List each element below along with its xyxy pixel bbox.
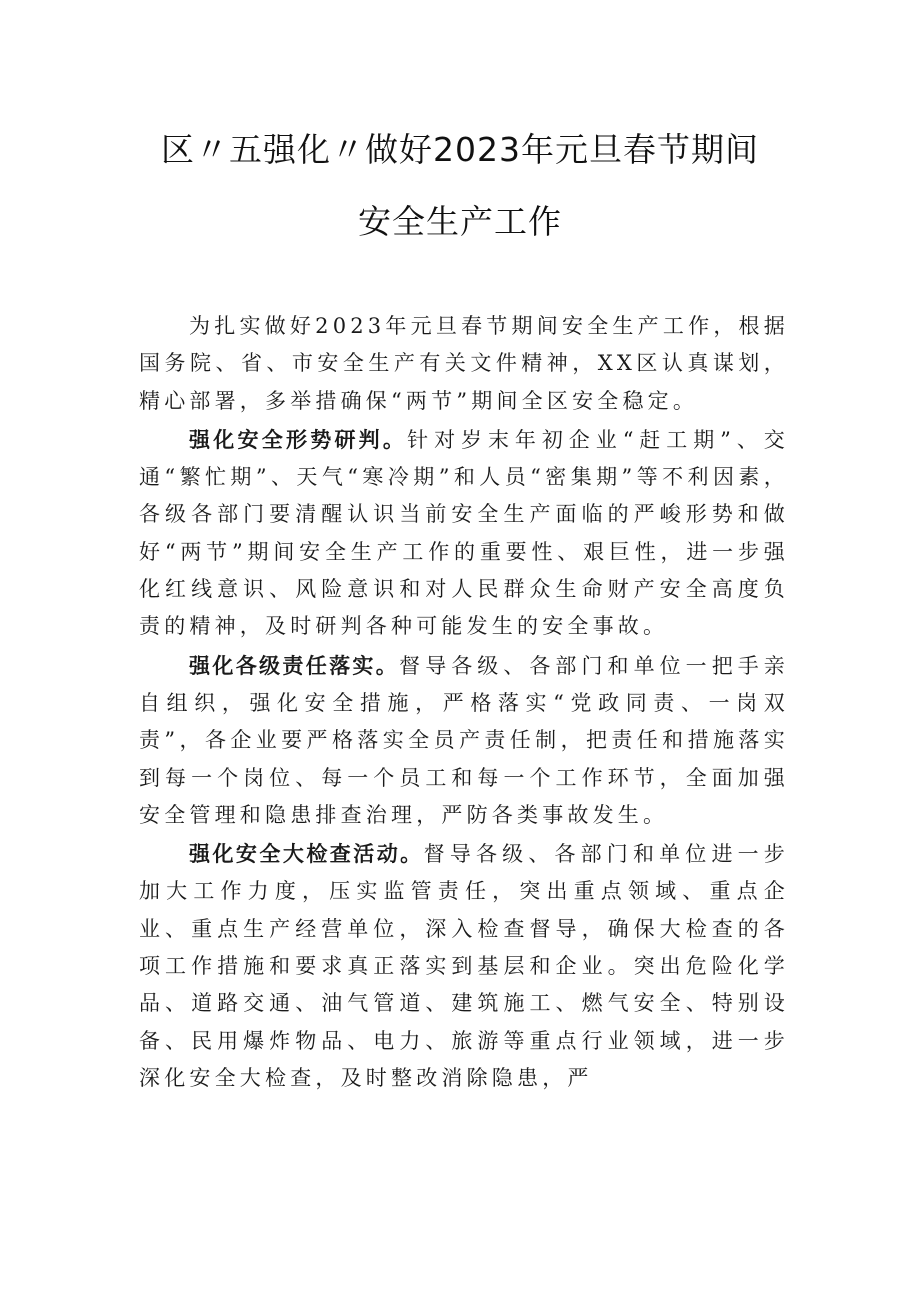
paragraph-text: 为扎实做好2023年元旦春节期间安全生产工作，根据国务院、省、市安全生产有关文件精神，XX区认真谋划，精心部署，多举措确保“两节”期间全区安全稳定。 bbox=[139, 314, 789, 413]
paragraph-text: 督导各级、各部门和单位一把手亲自组织，强化安全措施，严格落实“党政同责、一岗双责”，各企业要严格落实全员产责任制，把责任和措施落实到每一个岗位、每一个员工和每一个工作环节，全面加强安全管理和隐患排查治理，严防各类事故发生。 bbox=[139, 653, 790, 827]
paragraph-inspection bbox=[139, 836, 789, 1097]
paragraph-heading: 强化各级责任落实。 bbox=[189, 653, 400, 678]
document-title-line-2: 安全生产工作 bbox=[358, 202, 562, 241]
paragraph-heading: 强化安全大检查活动。 bbox=[189, 842, 424, 867]
document-title-line-1: 区〃五强化〃做好2023年元旦春节期间 bbox=[161, 130, 759, 169]
document-body bbox=[139, 308, 789, 1099]
paragraph-situation-analysis bbox=[139, 422, 789, 646]
paragraph-text: 针对岁末年初企业“赶工期”、交通“繁忙期”、天气“寒冷期”和人员“密集期”等不利因素，各级各部门要清醒认识当前安全生产面临的严峻形势和做好“两节”期间安全生产工作的重要性、艰巨性，进一步强化红线意识、风险意识和对人民群众生命财产安全高度负责的精神，及时研判各种可能发生的安全事故。 bbox=[139, 427, 789, 639]
paragraph-intro bbox=[139, 308, 789, 420]
paragraph-text: 督导各级、各部门和单位进一步加大工作力度，压实监管责任，突出重点领域、重点企业、重点生产经营单位，深入检查督导，确保大检查的各项工作措施和要求真正落实到基层和企业。突出危险化学品、道路交通、油气管道、建筑施工、燃气安全、特别设备、民用爆炸物品、电力、旅游等重点行业领域，进一步深化安全大检查，及时整改消除隐患，严 bbox=[139, 842, 789, 1090]
paragraph-responsibility bbox=[139, 648, 789, 834]
paragraph-heading: 强化安全形势研判。 bbox=[189, 427, 408, 452]
